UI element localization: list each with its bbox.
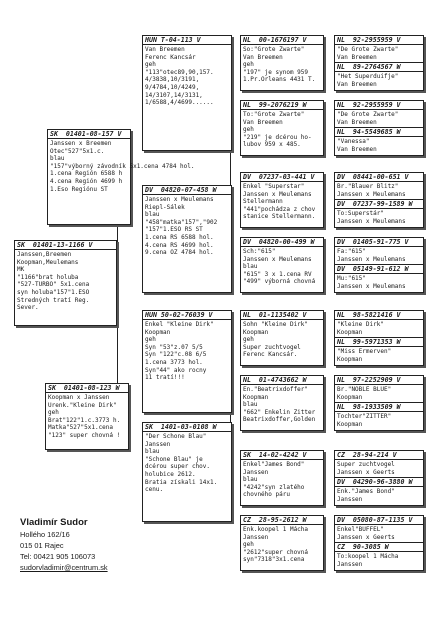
- pedigree-notes: [335, 45, 423, 62]
- pedigree-notes: [143, 320, 231, 383]
- pedigree-note-line: Syn "122"c.08 6/5: [145, 351, 207, 359]
- pedigree-note-line: Syn"44" ako rocny: [145, 366, 207, 374]
- pedigree-note-line: geh: [243, 126, 254, 134]
- pedigree-note-line: Tochter"ZITTER": [337, 413, 392, 421]
- pedigree-note-line: blau: [243, 263, 258, 271]
- pedigree-note-line: 9/4784,10/4249,: [145, 83, 200, 91]
- pedigree-notes: [335, 460, 423, 477]
- ring-number: DV 04290-96-3880 W: [335, 477, 423, 487]
- pedigree-gggp-pair-3: [334, 172, 424, 228]
- ring-number: SK 1401-03-0108 W: [143, 423, 231, 432]
- pedigree-note-line: "Schone Blau" je: [145, 455, 203, 463]
- pedigree-note-line: "157"1.ESO RS ST: [145, 226, 203, 234]
- pedigree-notes: [335, 552, 423, 569]
- pedigree-gggp-pair-6: [334, 375, 424, 431]
- pedigree-note-line: 14/3107,14/3131,: [145, 91, 203, 99]
- pedigree-note-line: "219" je dcérou ho-: [243, 133, 312, 141]
- ring-number: NL 99-5971353 W: [335, 337, 423, 347]
- pedigree-note-line: Br."NOBLE BLUE": [337, 386, 392, 393]
- pedigree-gggp-pair-1: [334, 35, 424, 91]
- pedigree-notes: [143, 195, 231, 258]
- pedigree-note-line: Janssen x Geerts: [337, 533, 395, 541]
- pedigree-notes: [241, 45, 323, 85]
- ring-number: NL 92-2955959 V: [335, 36, 423, 45]
- pedigree-note-line: Enkel "Superstar": [243, 183, 305, 190]
- pedigree-gggp-pair-8: [334, 515, 424, 571]
- pedigree-notes: [241, 247, 323, 287]
- pedigree-note-line: MK: [17, 266, 25, 274]
- pedigree-note-line: lubov 959 x 485.: [243, 141, 301, 149]
- pedigree-note-line: blau: [145, 211, 160, 219]
- ring-number: DV 07237-99-1589 W: [335, 199, 423, 209]
- pedigree-note-line: Janssen: [243, 468, 269, 476]
- pedigree-note-line: Koopman: [243, 328, 269, 336]
- pedigree-note-line: Syn "53"z.07 5/5: [145, 343, 203, 351]
- ring-number: NL 01-1135402 V: [241, 311, 323, 320]
- pedigree-note-line: Janssen x Meulemans: [337, 255, 406, 263]
- pedigree-note-line: "Miss Ermerven": [337, 348, 392, 356]
- pedigree-note-line: Van Breemen: [337, 118, 377, 126]
- pedigree-note-line: "Het Superduifje": [337, 73, 399, 81]
- pedigree-notes: [241, 182, 323, 222]
- pedigree-note-line: Koopman: [337, 355, 363, 363]
- pedigree-ggp-7: [240, 450, 324, 506]
- pedigree-note-line: chovného páru: [243, 491, 290, 499]
- ring-number: HUN T-04-113 V: [143, 36, 231, 45]
- pedigree-note-line: Enkel"BUFFEL": [337, 526, 384, 533]
- pedigree-note-line: "4242"syn zlatého: [243, 483, 305, 491]
- pedigree-note-line: Janssen x Meulemans: [243, 255, 312, 263]
- owner-street: Hollého 162/16: [20, 530, 70, 539]
- pedigree-notes: [335, 412, 423, 429]
- pedigree-note-line: "De Grote Zwarte": [337, 46, 399, 53]
- ring-number: NL 94-5549685 W: [335, 127, 423, 137]
- pedigree-ggp-1: [240, 35, 324, 91]
- pedigree-note-line: 11 tratí!!!: [145, 374, 185, 382]
- ring-number: NL 01-4743662 W: [241, 376, 323, 385]
- pedigree-note-line: Janssen: [337, 495, 363, 503]
- pedigree-note-line: To:koopel 1 Mácha: [337, 553, 399, 561]
- pedigree-note-line: Koopman,Meulemans: [17, 258, 79, 266]
- pedigree-note-line: Janssen x Meulemans: [145, 196, 214, 203]
- pedigree-notes: [241, 385, 323, 425]
- ring-number: NL 92-2955959 V: [335, 101, 423, 110]
- pedigree-note-line: Bratia získali 14x1.: [145, 478, 218, 486]
- pedigree-note-line: Matka"527"5x1.cena: [48, 424, 114, 432]
- pedigree-note-line: blau: [243, 476, 258, 484]
- ring-number: CZ 90-3085 W: [335, 542, 423, 552]
- pedigree-note-line: "662" Enkelin Zitter: [243, 408, 316, 416]
- pedigree-note-line: "458"matka"157","902: [145, 218, 218, 226]
- pedigree-note-line: Sohn "Kleine Dirk": [243, 321, 309, 328]
- pedigree-note-line: cenu.: [145, 486, 164, 494]
- pedigree-note-line: Enkel"James Bond": [243, 461, 305, 468]
- pedigree-note-line: "Der Schone Blau": [145, 433, 207, 440]
- pedigree-note-line: 1.cena 3773 hol.: [145, 358, 203, 366]
- pedigree-notes: [15, 250, 116, 313]
- pedigree-note-line: syn"7318"3x1.cena: [243, 556, 305, 564]
- pedigree-note-line: blau: [145, 448, 160, 456]
- pedigree-note-line: Van Breemen: [243, 118, 283, 126]
- ring-number: NL 00-1676197 V: [241, 36, 323, 45]
- pedigree-note-line: Van Breemen: [145, 46, 185, 53]
- pedigree-notes: [335, 72, 423, 89]
- pedigree-notes: [335, 525, 423, 542]
- pedigree-note-line: Koopman: [243, 393, 269, 401]
- pedigree-note-line: To:Superstár": [337, 210, 384, 218]
- pedigree-note-line: Janssen x Breemen: [50, 140, 112, 147]
- pedigree-note-line: 1.cena Región 6588 h: [50, 170, 123, 178]
- pedigree-note-line: stanice Stellermann.: [243, 213, 316, 221]
- pedigree-notes: [46, 393, 128, 441]
- pedigree-ggp-3: [240, 172, 324, 228]
- pedigree-note-line: Koopman x Janssen: [48, 394, 110, 401]
- pedigree-note-line: geh: [243, 61, 254, 69]
- pedigree-note-line: 4.cena Región 4699 h: [50, 177, 123, 185]
- pedigree-note-line: Fa:"615": [337, 248, 366, 255]
- pedigree-note-line: Ferenc Kancsár.: [243, 351, 298, 359]
- pedigree-note-line: "499" výborná chovná: [243, 278, 316, 286]
- pedigree-note-line: "De Grote Zwarte": [337, 111, 399, 118]
- pedigree-note-line: geh: [243, 541, 254, 549]
- ring-number: SK 01401-13-1166 V: [15, 241, 116, 250]
- pedigree-note-line: Koopman: [337, 328, 363, 336]
- pedigree-note-line: Janssen x Meulemans: [337, 282, 406, 290]
- ring-number: CZ 28-95-2612 W: [241, 516, 323, 525]
- pedigree-note-line: Stellermann: [243, 198, 283, 206]
- pedigree-ggp-6: [240, 375, 324, 431]
- pedigree-note-line: Van Breemen: [337, 145, 377, 153]
- pedigree-ggp-4: [240, 237, 324, 293]
- pedigree-gggp-pair-2: [334, 100, 424, 156]
- pedigree-note-line: Koopman: [145, 328, 171, 336]
- owner-name: Vladimír Sudor: [20, 517, 88, 528]
- pedigree-note-line: geh: [243, 336, 254, 344]
- ring-number: DV 04820-07-458 W: [143, 186, 231, 195]
- pedigree-note-line: holubice 2612.: [145, 470, 196, 478]
- pedigree-note-line: Janssen x Meulemans: [337, 217, 406, 225]
- pedigree-note-line: Janssen,Breemen: [17, 251, 72, 258]
- pedigree-note-line: dcérou super chov.: [145, 463, 211, 471]
- pedigree-note-line: Janssen x Meulemans: [243, 190, 312, 198]
- pedigree-note-line: Janssen x Geerts: [337, 468, 395, 476]
- pedigree-notes: [143, 432, 231, 495]
- ring-number: HUN 50-02-76039 V: [143, 311, 231, 320]
- pedigree-notes: [335, 347, 423, 364]
- pedigree-note-line: "Kleine Dirk": [337, 321, 384, 328]
- ring-number: DV 07237-03-441 V: [241, 173, 323, 182]
- pedigree-note-line: Stredných tratí Reg.: [17, 296, 90, 304]
- pedigree-note-line: geh: [48, 409, 59, 417]
- pedigree-notes: [335, 247, 423, 264]
- pedigree-note-line: Janssen: [243, 533, 269, 541]
- pedigree-notes: [335, 385, 423, 402]
- pedigree-notes: [335, 274, 423, 291]
- pedigree-note-line: "197" je synom 959: [243, 68, 309, 76]
- pedigree-notes: [335, 320, 423, 337]
- pedigree-note-line: 1.Eso Regiónu ST: [50, 185, 108, 193]
- ring-number: NL 98-5821416 V: [335, 311, 423, 320]
- pedigree-note-line: En."Beatrixdoffer": [243, 386, 309, 393]
- ring-number: NL 97-2252909 V: [335, 376, 423, 385]
- pedigree-grandsire-paternal: [142, 35, 232, 151]
- pedigree-gggp-pair-5: [334, 310, 424, 366]
- pedigree-gggp-pair-7: [334, 450, 424, 506]
- pedigree-note-line: Koopman: [337, 393, 363, 401]
- pedigree-note-line: Koopman: [337, 420, 363, 428]
- pedigree-note-line: "527-TURBO" 5x1.cena: [17, 281, 90, 289]
- pedigree-note-line: To:"Grote Zwarte": [243, 111, 305, 118]
- pedigree-ggp-5: [240, 310, 324, 366]
- pedigree-note-line: Br."Blauer Blitz": [337, 183, 399, 190]
- pedigree-note-line: Van Breemen: [337, 53, 377, 61]
- pedigree-note-line: geh: [145, 336, 156, 344]
- pedigree-note-line: "157"výborný závodník 5x1.cena 4784 hol.: [50, 162, 195, 170]
- ring-number: DV 01405-91-775 V: [335, 238, 423, 247]
- pedigree-notes: [335, 487, 423, 504]
- pedigree-note-line: Enkel "Kleine Dirk": [145, 321, 214, 328]
- ring-number: CZ 28-94-214 V: [335, 451, 423, 460]
- pedigree-note-line: Janssen: [145, 440, 171, 448]
- pedigree-note-line: Enk."James Bond": [337, 488, 395, 496]
- pedigree-note-line: "441"pochádza z chov: [243, 205, 316, 213]
- pedigree-note-line: Enk.koopel 1 Mácha: [243, 526, 309, 533]
- pedigree-ggp-8: [240, 515, 324, 571]
- pedigree-gggp-pair-4: [334, 237, 424, 293]
- pedigree-note-line: Mu:"615": [337, 275, 366, 283]
- pedigree-subject: [14, 240, 117, 326]
- pedigree-note-line: syn holuba"157"1.ESO: [17, 288, 90, 296]
- ring-number: DV 04820-00-499 W: [241, 238, 323, 247]
- pedigree-note-line: blau: [50, 155, 65, 163]
- ring-number: DV 05149-91-612 W: [335, 264, 423, 274]
- pedigree-notes: [241, 110, 323, 150]
- ring-number: SK 14-02-4242 V: [241, 451, 323, 460]
- owner-email-link[interactable]: sudorvladimir@centrum.sk: [20, 563, 108, 572]
- ring-number: DV 05080-87-1135 V: [335, 516, 423, 525]
- pedigree-notes: [335, 137, 423, 154]
- pedigree-note-line: Janssen x Meulemans: [337, 190, 406, 198]
- pedigree-note-line: Ferenc Kancsár: [145, 53, 196, 61]
- pedigree-notes: [335, 182, 423, 199]
- pedigree-note-line: Riepl-Sálek: [145, 203, 185, 211]
- ring-number: SK 01401-08-157 V: [48, 130, 130, 139]
- pedigree-note-line: Beatrixdoffer,Golden: [243, 416, 316, 424]
- pedigree-note-line: "Vanessa": [337, 138, 370, 146]
- pedigree-note-line: So:"Grote Zwarte": [243, 46, 305, 53]
- ring-number: SK 01401-08-123 W: [46, 384, 128, 393]
- pedigree-notes: [335, 209, 423, 226]
- pedigree-grandsire-maternal: [142, 310, 232, 413]
- pedigree-granddam-paternal: [142, 185, 232, 293]
- pedigree-note-line: 1.cena RS 6588 hol.: [145, 233, 214, 241]
- pedigree-note-line: Janssen: [337, 560, 363, 568]
- pedigree-note-line: Brat"122"1.c.3773 h.: [48, 416, 121, 424]
- pedigree-notes: [241, 525, 323, 565]
- pedigree-note-line: 4.cena RS 4699 hol.: [145, 241, 214, 249]
- ring-number: NL 99-2076219 W: [241, 101, 323, 110]
- pedigree-note-line: "1166"brat holuba: [17, 273, 79, 281]
- pedigree-notes: [335, 110, 423, 127]
- pedigree-notes: [143, 45, 231, 108]
- pedigree-note-line: "2612"super chovná: [243, 548, 309, 556]
- pedigree-notes: [241, 460, 323, 500]
- owner-contact: [20, 517, 108, 573]
- pedigree-note-line: Otec"527"5x1.c.: [50, 147, 105, 155]
- pedigree-granddam-maternal: [142, 422, 232, 522]
- pedigree-note-line: Urenk."Kleine Dirk": [48, 401, 117, 409]
- pedigree-note-line: 4/3838,10/3191,: [145, 76, 200, 84]
- pedigree-note-line: geh: [145, 61, 156, 69]
- pedigree-mother: [45, 383, 129, 450]
- ring-number: NL 98-1933509 W: [335, 402, 423, 412]
- owner-phone: Tel: 00421 905 106073: [20, 552, 96, 561]
- pedigree-notes: [241, 320, 323, 360]
- pedigree-note-line: Sch:"615": [243, 248, 276, 255]
- pedigree-note-line: Sever.: [17, 304, 39, 312]
- pedigree-note-line: Super zuchtvogel: [337, 461, 395, 468]
- pedigree-note-line: Van Breemen: [243, 53, 283, 61]
- pedigree-note-line: Van Breemen: [337, 80, 377, 88]
- pedigree-note-line: 9.cena OZ 4784 hol.: [145, 249, 214, 257]
- pedigree-note-line: Super zuchtvogel: [243, 343, 301, 351]
- owner-city: 015 01 Rajec: [20, 541, 64, 550]
- pedigree-note-line: "113"otec89,90,157.: [145, 68, 214, 76]
- pedigree-note-line: 1.Pr.Orleans 4431 T.: [243, 76, 316, 84]
- pedigree-ggp-2: [240, 100, 324, 156]
- pedigree-note-line: "615" 3 x 1.cena RV: [243, 270, 312, 278]
- pedigree-note-line: 1/6588,4/4699......: [145, 99, 214, 107]
- pedigree-note-line: blau: [243, 401, 258, 409]
- pedigree-note-line: "123" super chovná !: [48, 431, 121, 439]
- ring-number: NL 89-2764567 W: [335, 62, 423, 72]
- ring-number: DV 08441-00-651 V: [335, 173, 423, 182]
